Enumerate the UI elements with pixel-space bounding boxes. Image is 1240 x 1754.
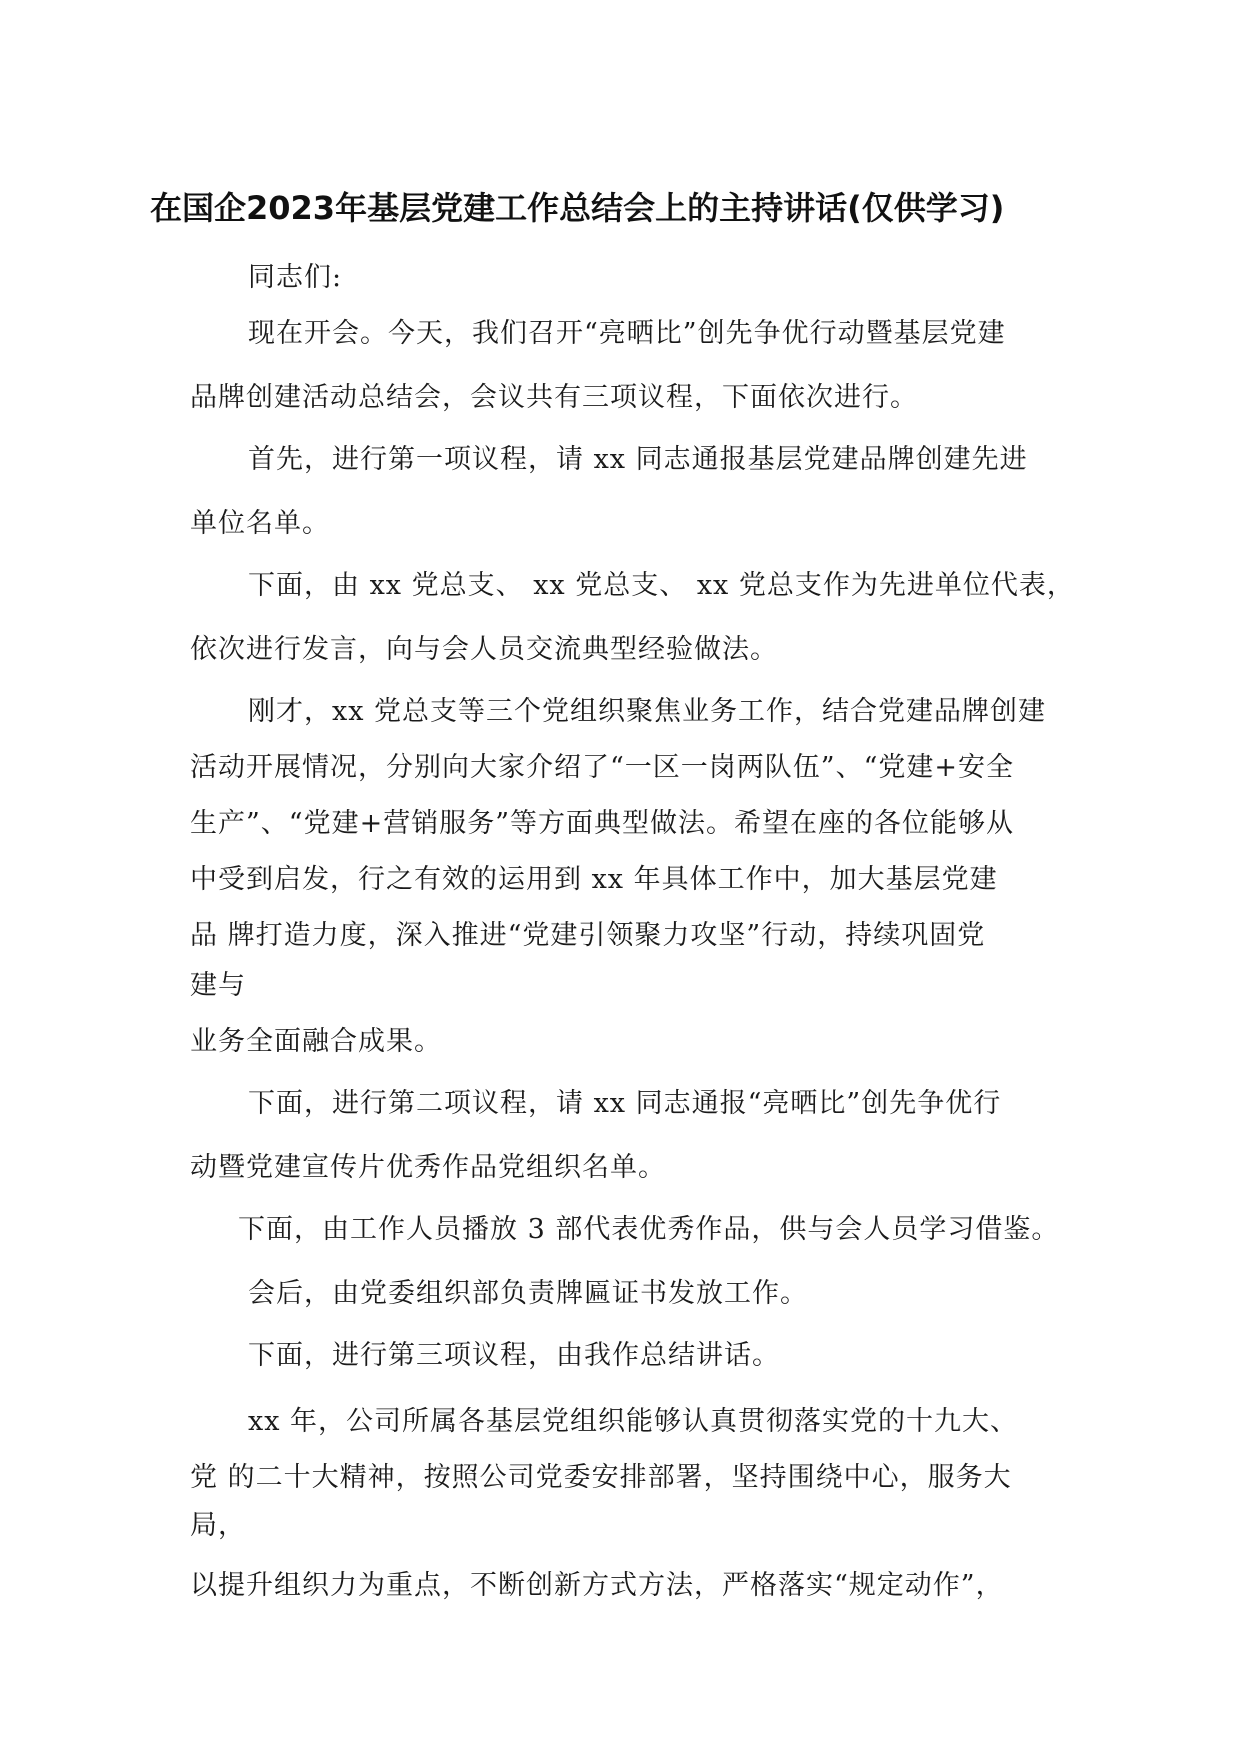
paragraph-line: 动暨党建宣传片优秀作品党组织名单。 <box>190 1152 666 1183</box>
paragraph-line: 下面，由工作人员播放 3 部代表优秀作品，供与会人员学习借鉴。 <box>238 1214 1060 1245</box>
paragraph-line: 首先，进行第一项议程，请 xx 同志通报基层党建品牌创建先进 <box>248 444 1028 475</box>
paragraph-line: 下面，由 xx 党总支、 xx 党总支、 xx 党总支作为先进单位代表， <box>248 570 1075 601</box>
paragraph-line: 党 的二十大精神，按照公司党委安排部署，坚持围绕中心，服务大 <box>190 1462 1012 1493</box>
paragraph-line: 业务全面融合成果。 <box>190 1026 442 1057</box>
paragraph-line: 品牌创建活动总结会，会议共有三项议程，下面依次进行。 <box>190 382 918 413</box>
paragraph-line: 现在开会。今天，我们召开“亮晒比”创先争优行动暨基层党建 <box>248 318 1006 349</box>
paragraph-line: 品 牌打造力度，深入推进“党建引领聚力攻坚”行动，持续巩固党 <box>190 920 986 951</box>
paragraph-line: 局， <box>190 1510 246 1541</box>
paragraph-line: 中受到启发，行之有效的运用到 xx 年具体工作中，加大基层党建 <box>190 864 998 895</box>
paragraph-line: 活动开展情况，分别向大家介绍了“一区一岗两队伍”、“党建+安全 <box>190 752 1015 783</box>
document-title: 在国企2023年基层党建工作总结会上的主持讲话(仅供学习) <box>150 189 1005 227</box>
paragraph-line: 生产”、“党建+营销服务”等方面典型做法。希望在座的各位能够从 <box>190 808 1015 839</box>
paragraph-line: 会后，由党委组织部负责牌匾证书发放工作。 <box>248 1278 808 1309</box>
paragraph-line: 单位名单。 <box>190 508 330 539</box>
paragraph-line: 建与 <box>190 970 246 1001</box>
paragraph-line: 下面，进行第二项议程，请 xx 同志通报“亮晒比”创先争优行 <box>248 1088 1002 1119</box>
paragraph-line: 下面，进行第三项议程，由我作总结讲话。 <box>248 1340 780 1371</box>
paragraph-line: 依次进行发言，向与会人员交流典型经验做法。 <box>190 634 778 665</box>
paragraph-line: 刚才，xx 党总支等三个党组织聚焦业务工作，结合党建品牌创建 <box>248 696 1047 727</box>
paragraph-line: xx 年，公司所属各基层党组织能够认真贯彻落实党的十九大、 <box>248 1406 1019 1437</box>
paragraph-line: 以提升组织力为重点，不断创新方式方法，严格落实“规定动作”， <box>190 1570 1004 1601</box>
paragraph-line: 同志们: <box>248 262 343 293</box>
